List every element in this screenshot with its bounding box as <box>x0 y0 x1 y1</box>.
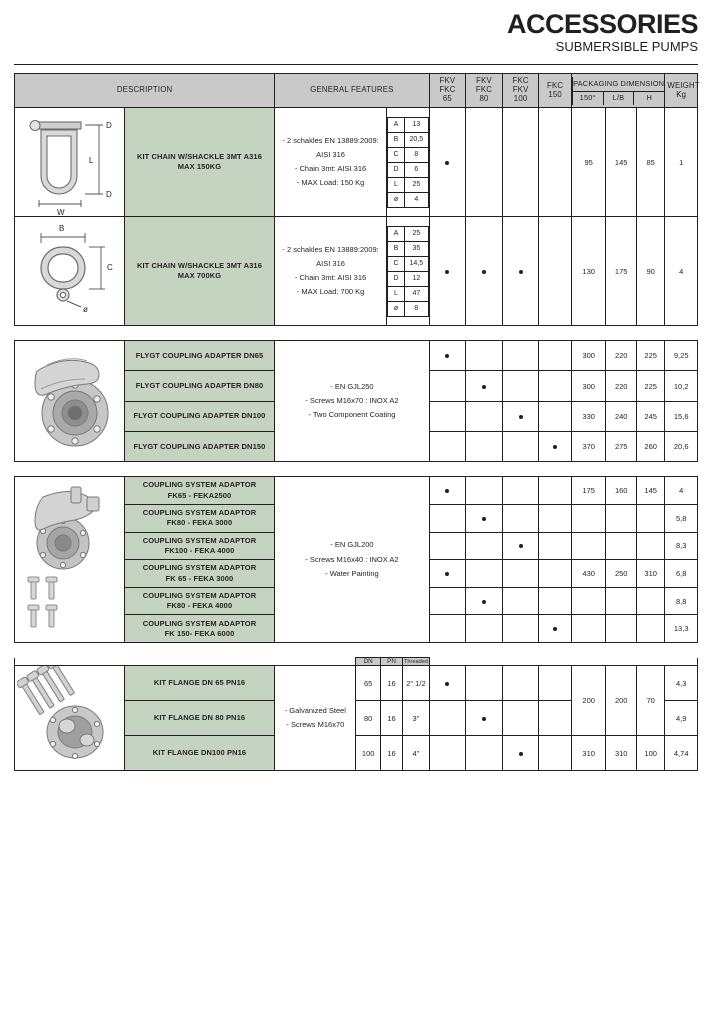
flange-subheader-row <box>15 658 698 666</box>
dim-value: 4 <box>405 192 429 207</box>
pack-h-value <box>636 532 664 560</box>
pack-h-value <box>636 587 664 615</box>
table-header-row <box>15 74 698 108</box>
pack-lb-value: 160 <box>606 477 636 505</box>
weight-value: 8,8 <box>665 587 698 615</box>
dim-value: 8 <box>405 301 429 316</box>
svg-text:L: L <box>89 156 94 166</box>
row-description-line2: FK80 - FEKA 4000 <box>166 601 233 611</box>
pn-value: 16 <box>380 736 402 771</box>
weight-value: 1 <box>665 108 698 217</box>
col-dn: DN <box>356 658 380 666</box>
row-description: KIT FLANGE DN100 PN16 <box>124 736 274 771</box>
pack-150-value: 130 <box>571 217 606 326</box>
pack-h-value: 245 <box>636 401 664 431</box>
row-description <box>124 217 274 326</box>
col-fkv-fkc-80-line1: FKV FKC <box>475 76 493 95</box>
col-fkv-fkc-65-line2: 65 <box>442 94 452 104</box>
table-flygt-coupling-adapter <box>14 340 698 462</box>
pack-150-value <box>571 587 606 615</box>
row-description <box>124 504 274 532</box>
svg-text:C: C <box>107 263 114 273</box>
bullet-dot <box>519 749 523 758</box>
col-weight-line2: Kg <box>676 89 687 99</box>
mark-fkv-fkc-80 <box>466 666 503 701</box>
weight-value: 15,6 <box>665 401 698 431</box>
mark-fkv-fkc-65 <box>429 701 466 736</box>
dim-value: 8 <box>405 147 429 162</box>
threaded-value: 3" <box>403 701 429 736</box>
pack-h-value: 225 <box>636 371 664 401</box>
mark-fkv-fkc-80 <box>466 341 503 371</box>
row-description-line1: COUPLING SYSTEM ADAPTOR <box>142 480 257 490</box>
pack-lb-value: 310 <box>606 736 636 771</box>
dim-key: B <box>387 132 404 147</box>
mark-fkc-fkv-100 <box>502 615 539 643</box>
mark-fkc-fkv-100 <box>502 431 539 461</box>
block-spacer <box>0 326 712 340</box>
weight-value: 20,6 <box>665 431 698 461</box>
spacer-cell <box>15 658 125 666</box>
product-image-shackle-d <box>15 108 125 217</box>
dim-key: L <box>387 286 404 301</box>
feature-item: - Water Painting <box>325 568 379 578</box>
col-weight-line1: WEIGHT <box>667 80 700 90</box>
table-row <box>15 477 698 505</box>
pack-150-value: 200 <box>571 666 606 736</box>
mark-fkv-fkc-65 <box>429 108 466 217</box>
mark-fkc-150 <box>539 587 572 615</box>
row-dimensions-table <box>386 217 429 326</box>
feature-item: - Chain 3mt: AISI 316 <box>294 164 367 174</box>
bullet-dot <box>519 267 523 276</box>
mark-fkv-fkc-80 <box>466 532 503 560</box>
bullet-dot <box>482 267 486 276</box>
mark-fkc-150 <box>539 477 572 505</box>
bullet-dot <box>519 412 523 421</box>
row-description: KIT FLANGE DN 65 PN16 <box>124 666 274 701</box>
dn-value: 65 <box>356 666 380 701</box>
pack-h-value <box>636 615 664 643</box>
row-features <box>275 477 429 643</box>
row-features <box>275 666 356 771</box>
row-description-line1: COUPLING SYSTEM ADAPTOR <box>142 618 257 628</box>
row-description <box>124 560 274 588</box>
weight-value: 13,3 <box>665 615 698 643</box>
mark-fkv-fkc-65 <box>429 371 466 401</box>
row-features <box>275 341 429 462</box>
row-description-line1: COUPLING SYSTEM ADAPTOR <box>142 563 257 573</box>
table-row <box>15 108 698 217</box>
dim-key: D <box>387 271 404 286</box>
spacer-cell <box>636 658 664 666</box>
feature-item: - Two Component Coating <box>308 410 396 420</box>
weight-value: 4 <box>665 217 698 326</box>
feature-item: - MAX Load: 150 Kg <box>296 178 365 188</box>
pack-lb-value <box>606 532 636 560</box>
mark-fkc-150 <box>539 371 572 401</box>
mark-fkc-fkv-100 <box>502 401 539 431</box>
feature-item: - MAX Load: 700 Kg <box>296 287 365 297</box>
row-description-line2: FK65 - FEKA2500 <box>167 490 232 500</box>
col-fkv-fkc-65 <box>429 74 466 108</box>
mark-fkv-fkc-80 <box>466 371 503 401</box>
svg-text:B: B <box>59 224 65 234</box>
pack-lb-value: 200 <box>606 666 636 736</box>
mark-fkv-fkc-65 <box>429 431 466 461</box>
col-packaging-dimension-group <box>571 74 665 108</box>
weight-value: 5,8 <box>665 504 698 532</box>
dim-key: L <box>387 177 404 192</box>
col-fkc-150-line1: FKC <box>547 80 564 90</box>
bullet-dot <box>445 679 449 688</box>
mark-fkc-fkv-100 <box>502 108 539 217</box>
weight-value: 4 <box>665 477 698 505</box>
bullet-dot <box>553 442 557 451</box>
mark-fkc-fkv-100 <box>502 477 539 505</box>
dim-value: 6 <box>405 162 429 177</box>
svg-text:ø: ø <box>83 305 89 315</box>
page-title: ACCESSORIES <box>506 9 698 39</box>
bullet-dot <box>445 267 449 276</box>
dim-value: 47 <box>405 286 429 301</box>
col-threaded: Threaded <box>403 658 428 665</box>
pack-lb-value: 220 <box>606 341 636 371</box>
mark-fkc-150 <box>539 666 572 701</box>
block-spacer <box>0 643 712 657</box>
row-description-line1: KIT CHAIN W/SHACKLE 3MT A316 <box>136 152 262 162</box>
col-fkv-fkc-65-line1: FKV FKC <box>439 76 456 95</box>
bullet-dot <box>445 569 449 578</box>
row-description-line1: KIT CHAIN W/SHACKLE 3MT A316 <box>136 261 262 271</box>
pack-h-value: 90 <box>636 217 664 326</box>
col-weight <box>665 74 698 108</box>
mark-fkv-fkc-80 <box>466 431 503 461</box>
mark-fkc-150 <box>539 701 572 736</box>
mark-fkc-fkv-100 <box>502 532 539 560</box>
pack-lb-value <box>606 587 636 615</box>
threaded-value: 2" 1/2 <box>403 666 429 701</box>
spacer-cell <box>429 658 466 666</box>
pack-150-value: 300 <box>571 371 606 401</box>
dim-value: 12 <box>405 271 429 286</box>
pack-150-value: 300 <box>571 341 606 371</box>
pack-lb-value <box>606 504 636 532</box>
mark-fkc-150 <box>539 615 572 643</box>
row-features <box>275 108 387 217</box>
col-fkv-fkc-80 <box>466 74 503 108</box>
pack-lb-value: 250 <box>606 560 636 588</box>
header-divider <box>14 64 698 65</box>
row-description-line1: COUPLING SYSTEM ADAPTOR <box>142 591 257 601</box>
mark-fkc-150 <box>539 401 572 431</box>
pack-lb-value: 145 <box>606 108 636 217</box>
svg-text:D: D <box>106 190 113 200</box>
pack-150-value: 95 <box>571 108 606 217</box>
table-coupling-system-adaptor <box>14 476 698 643</box>
pack-h-value: 85 <box>636 108 664 217</box>
row-description-line2: FK100 - FEKA 4000 <box>164 545 235 555</box>
pack-150-value: 430 <box>571 560 606 588</box>
mark-fkv-fkc-80 <box>466 401 503 431</box>
col-fkc-150-line2: 150 <box>548 89 562 99</box>
bullet-dot <box>482 514 486 523</box>
pack-h-value: 70 <box>636 666 664 736</box>
pack-150-value: 370 <box>571 431 606 461</box>
mark-fkc-150 <box>539 560 572 588</box>
mark-fkc-fkv-100 <box>502 504 539 532</box>
row-description: FLYGT COUPLING ADAPTER DN150 <box>124 431 274 461</box>
bullet-dot <box>445 158 449 167</box>
spacer-cell <box>466 658 503 666</box>
bullet-dot <box>482 382 486 391</box>
mark-fkc-fkv-100 <box>502 371 539 401</box>
col-fkv-fkc-80-line2: 80 <box>479 94 489 104</box>
mark-fkv-fkc-80 <box>466 217 503 326</box>
pack-lb-value: 240 <box>606 401 636 431</box>
dim-value: 25 <box>405 226 429 241</box>
bullet-dot <box>482 714 486 723</box>
dim-key: A <box>387 117 404 132</box>
feature-item: - EN GJL250 <box>330 381 374 391</box>
col-description: DESCRIPTION <box>15 74 275 108</box>
spacer-cell <box>665 658 698 666</box>
row-description <box>124 532 274 560</box>
page-subtitle: SUBMERSIBLE PUMPS <box>555 39 698 55</box>
bullet-dot <box>445 486 449 495</box>
pack-150-value: 175 <box>571 477 606 505</box>
dim-key: D <box>387 162 404 177</box>
col-fkc-150 <box>539 74 572 108</box>
row-description-line2: MAX 150KG <box>177 162 222 172</box>
dim-value: 14,5 <box>405 256 429 271</box>
svg-text:W: W <box>57 208 65 217</box>
feature-item: - EN GJL200 <box>330 540 374 550</box>
mark-fkc-150 <box>539 532 572 560</box>
weight-value: 6,8 <box>665 560 698 588</box>
row-description <box>124 615 274 643</box>
mark-fkv-fkc-65 <box>429 217 466 326</box>
pack-150-value <box>571 504 606 532</box>
pack-150-value <box>571 532 606 560</box>
mark-fkv-fkc-80 <box>466 701 503 736</box>
mark-fkv-fkc-80 <box>466 615 503 643</box>
mark-fkv-fkc-80 <box>466 504 503 532</box>
col-pn: PN <box>380 658 402 666</box>
product-image-shackle-oval <box>15 217 125 326</box>
row-dimensions-table <box>386 108 429 217</box>
mark-fkc-150 <box>539 504 572 532</box>
row-description-line2: FK 65 - FEKA 3000 <box>165 573 234 583</box>
row-description-line2: FK80 - FEKA 3000 <box>166 518 233 528</box>
pack-lb-value: 220 <box>606 371 636 401</box>
row-description-line2: FK 150- FEKA 6000 <box>164 628 235 638</box>
row-description: KIT FLANGE DN 80 PN16 <box>124 701 274 736</box>
pack-h-value: 100 <box>636 736 664 771</box>
mark-fkc-150 <box>539 341 572 371</box>
mark-fkc-fkv-100 <box>502 587 539 615</box>
mark-fkv-fkc-65 <box>429 504 466 532</box>
product-image-coupling-system <box>15 477 125 643</box>
spacer-cell <box>571 658 606 666</box>
row-features <box>275 217 387 326</box>
mark-fkv-fkc-65 <box>429 587 466 615</box>
mark-fkc-fkv-100 <box>502 341 539 371</box>
spacer-cell <box>275 658 356 666</box>
feature-item: - 2 schakles EN 13889:2009: AISI 316 <box>282 244 379 268</box>
pack-h-value: 260 <box>636 431 664 461</box>
table-row <box>15 341 698 371</box>
mark-fkc-150 <box>539 736 572 771</box>
mark-fkv-fkc-80 <box>466 108 503 217</box>
product-image-flygt-adapter <box>15 341 125 462</box>
mark-fkv-fkc-65 <box>429 666 466 701</box>
page-header <box>0 0 712 58</box>
dim-key: C <box>387 147 404 162</box>
col-packaging-dimension: PACKAGING DIMENSION <box>572 77 664 92</box>
threaded-value: 4" <box>403 736 429 771</box>
table-kit-flange <box>14 657 698 771</box>
weight-value: 4,3 <box>665 666 698 701</box>
table-kit-chain <box>14 73 698 326</box>
svg-text:D: D <box>106 121 113 131</box>
mark-fkc-fkv-100 <box>502 666 539 701</box>
mark-fkv-fkc-65 <box>429 532 466 560</box>
dim-value: 35 <box>405 241 429 256</box>
row-description <box>124 477 274 505</box>
bullet-dot <box>553 624 557 633</box>
dn-value: 100 <box>356 736 380 771</box>
bullet-dot <box>445 351 449 360</box>
dim-value: 20,5 <box>405 132 429 147</box>
pack-h-value: 225 <box>636 341 664 371</box>
pack-150-value: 330 <box>571 401 606 431</box>
row-description-line1: COUPLING SYSTEM ADAPTOR <box>142 535 257 545</box>
mark-fkv-fkc-80 <box>466 587 503 615</box>
mark-fkv-fkc-80 <box>466 560 503 588</box>
table-row <box>15 217 698 326</box>
dim-key: ø <box>387 192 404 207</box>
pn-value: 16 <box>380 701 402 736</box>
bullet-dot <box>519 541 523 550</box>
weight-value: 4,9 <box>665 701 698 736</box>
dim-key: ø <box>387 301 404 316</box>
mark-fkc-fkv-100 <box>502 217 539 326</box>
row-description-line2: MAX 700KG <box>177 271 222 281</box>
pack-h-value: 145 <box>636 477 664 505</box>
mark-fkv-fkc-65 <box>429 560 466 588</box>
pn-value: 16 <box>380 666 402 701</box>
mark-fkv-fkc-65 <box>429 736 466 771</box>
pack-lb-value: 275 <box>606 431 636 461</box>
pack-lb-value: 175 <box>606 217 636 326</box>
pack-150-value <box>571 615 606 643</box>
mark-fkv-fkc-80 <box>466 736 503 771</box>
mark-fkc-150 <box>539 108 572 217</box>
row-description <box>124 108 274 217</box>
weight-value: 9,25 <box>665 341 698 371</box>
dim-value: 13 <box>405 117 429 132</box>
col-pack-lb: L/B <box>603 92 634 105</box>
row-description-line1: COUPLING SYSTEM ADAPTOR <box>142 508 257 518</box>
mark-fkv-fkc-65 <box>429 477 466 505</box>
row-description: FLYGT COUPLING ADAPTER DN80 <box>124 371 274 401</box>
col-pack-h: H <box>634 92 665 105</box>
mark-fkc-fkv-100 <box>502 736 539 771</box>
pack-lb-value <box>606 615 636 643</box>
block-spacer <box>0 462 712 476</box>
dn-value: 80 <box>356 701 380 736</box>
mark-fkv-fkc-65 <box>429 341 466 371</box>
weight-value: 4,74 <box>665 736 698 771</box>
row-description: FLYGT COUPLING ADAPTER DN100 <box>124 401 274 431</box>
feature-item: - Chain 3mt: AISI 316 <box>294 273 367 283</box>
spacer-cell <box>124 658 274 666</box>
dim-key: C <box>387 256 404 271</box>
mark-fkc-fkv-100 <box>502 560 539 588</box>
pack-h-value: 310 <box>636 560 664 588</box>
spacer-cell <box>539 658 572 666</box>
spacer-cell <box>606 658 636 666</box>
col-fkc-fkv-100-line1: FKC FKV <box>512 76 529 95</box>
mark-fkc-150 <box>539 217 572 326</box>
col-general-features: GENERAL FEATURES <box>275 74 429 108</box>
bullet-dot <box>482 597 486 606</box>
table-row <box>15 666 698 701</box>
col-fkc-fkv-100-line2: 100 <box>513 94 528 104</box>
pack-150-value: 310 <box>571 736 606 771</box>
row-description: FLYGT COUPLING ADAPTER DN65 <box>124 341 274 371</box>
row-description <box>124 587 274 615</box>
dim-value: 25 <box>405 177 429 192</box>
feature-item: - Screws M16x70 : INOX A2 <box>305 396 399 406</box>
weight-value: 8,3 <box>665 532 698 560</box>
feature-item: - Screws M16x40 : INOX A2 <box>305 554 399 564</box>
feature-item: - 2 schakles EN 13889:2009: AISI 316 <box>282 135 379 159</box>
mark-fkv-fkc-65 <box>429 615 466 643</box>
spacer-cell <box>502 658 539 666</box>
feature-item: - Galvanized Steel <box>284 705 346 715</box>
dim-key: B <box>387 241 404 256</box>
col-pack-150: 150° <box>572 92 603 105</box>
mark-fkv-fkc-80 <box>466 477 503 505</box>
col-fkc-fkv-100 <box>502 74 539 108</box>
pack-h-value <box>636 504 664 532</box>
feature-item: - Screws M16x70 <box>286 720 345 730</box>
mark-fkc-fkv-100 <box>502 701 539 736</box>
mark-fkc-150 <box>539 431 572 461</box>
product-image-kit-flange <box>15 666 125 771</box>
mark-fkv-fkc-65 <box>429 401 466 431</box>
dim-key: A <box>387 226 404 241</box>
weight-value: 10,2 <box>665 371 698 401</box>
